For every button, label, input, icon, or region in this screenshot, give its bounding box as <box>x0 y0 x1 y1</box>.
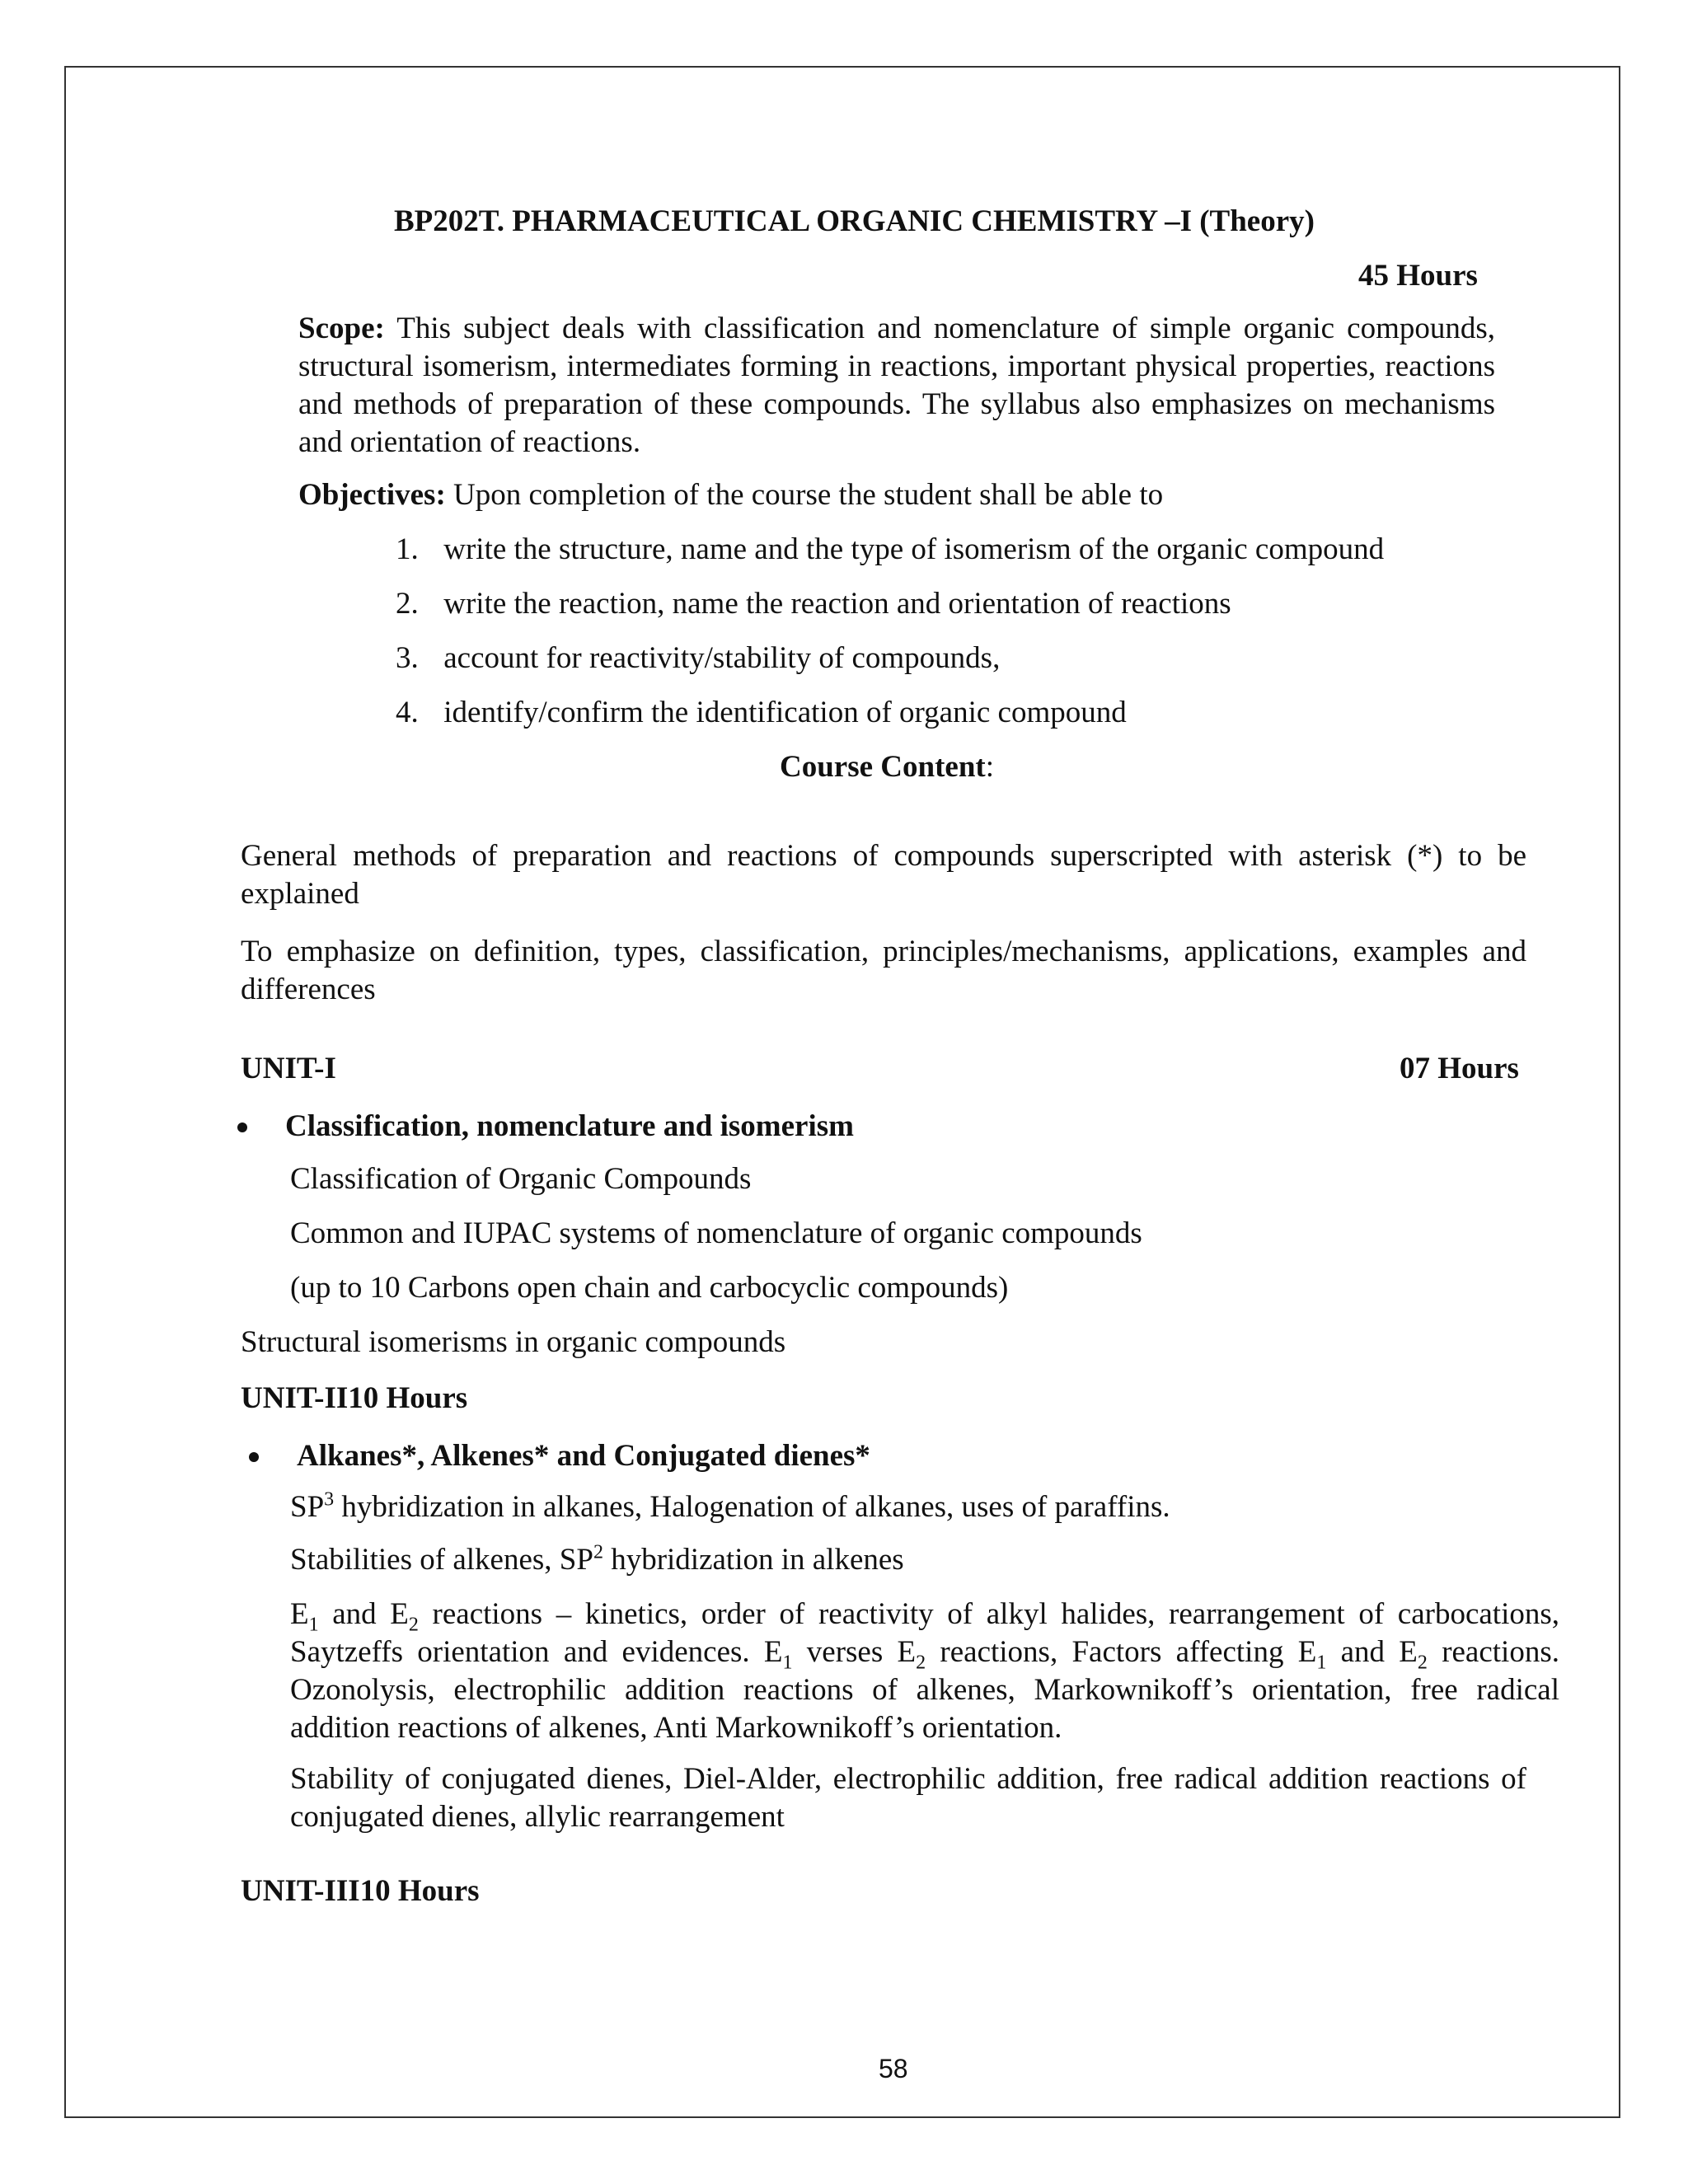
topic-line: Common and IUPAC systems of nomenclature of organic compounds <box>290 1216 1142 1250</box>
objective-text: write the structure, name and the type of isomerism of the organic compound <box>443 532 1385 566</box>
unit-topic: Classification, nomenclature and isomerism <box>285 1109 854 1143</box>
unit-topic: Alkanes*, Alkenes* and Conjugated dienes* <box>297 1439 870 1473</box>
topic-paragraph: $E_1$ and $E_2$ reactions – kinetics, order of reactivity of alkyl halides, rearrangement of carbocations, Saytzeffs orientation and evidences. $E_1$ verses $E_2$ reactions, Factors affecting $E_1$ and $E_2$ reactions. Ozonolysis, electrophilic addition reactions of alkenes, Markownikoff’s orientation, free radical addition reactions of alkenes, Anti Markownikoff’s orientation. <box>290 1597 1559 1745</box>
objectives-line <box>298 476 1163 514</box>
objective-text: account for reactivity/stability of compounds, <box>443 641 1001 675</box>
text-part: hybridization in alkanes, Halogenation of alkanes, uses of paraffins. <box>334 1490 1170 1524</box>
scope-text: This subject deals with classification and nomenclature of simple organic compounds, structural isomerism, intermediates forming in reactions, important physical properties, reactions and methods of preparation of these compounds. The syllabus also emphasizes on mechanisms and orientation of reactions. <box>298 312 1495 459</box>
superscript: 3 <box>324 1488 335 1511</box>
topic-line: Classification of Organic Compounds <box>290 1162 752 1196</box>
objective-text: write the reaction, name the reaction and orientation of reactions <box>443 587 1231 621</box>
scope-label: Scope: <box>298 312 385 345</box>
course-title: BP202T. PHARMACEUTICAL ORGANIC CHEMISTRY –I (Theory) <box>394 204 1315 238</box>
topic-line <box>290 1541 904 1579</box>
topic-paragraph: Stability of conjugated dienes, Diel-Alder, electrophilic addition, free radical addition reactions of conjugated dienes, allylic rearrangement <box>290 1762 1526 1834</box>
topic-line <box>290 1488 1170 1526</box>
course-note: To emphasize on definition, types, classification, principles/mechanisms, applications, examples and differences <box>241 935 1526 1006</box>
bullet-icon <box>249 1452 259 1462</box>
topic-line: Structural isomerisms in organic compounds <box>241 1325 786 1359</box>
objective-item <box>396 585 1231 623</box>
objectives-label: Objectives: <box>298 478 446 512</box>
objective-item <box>396 640 1000 677</box>
text-part: Stabilities of alkenes, SP <box>290 1543 593 1577</box>
objectives-intro: Upon completion of the course the student shall be able to <box>453 478 1164 512</box>
text-part: hybridization in alkenes <box>603 1543 904 1577</box>
objective-number: 4. <box>396 696 419 729</box>
unit-title: UNIT-III10 Hours <box>241 1874 480 1908</box>
course-note: General methods of preparation and reactions of compounds superscripted with asterisk (*) to be explained <box>241 839 1526 911</box>
unit-title: UNIT-I <box>241 1052 336 1085</box>
scope-paragraph <box>298 310 1495 462</box>
objective-number: 2. <box>396 587 419 621</box>
topic-line: (up to 10 Carbons open chain and carbocyclic compounds) <box>290 1271 1009 1305</box>
bullet-icon <box>237 1122 247 1132</box>
course-content-label: Course Content <box>780 750 986 784</box>
course-content-heading <box>780 748 994 786</box>
objective-number: 3. <box>396 641 419 675</box>
page-number: 58 <box>879 2054 908 2083</box>
superscript: 2 <box>593 1541 603 1563</box>
unit-title: UNIT-II10 Hours <box>241 1381 468 1415</box>
course-content-colon: : <box>985 750 995 784</box>
total-hours: 45 Hours <box>1358 259 1478 293</box>
objective-item <box>396 694 1127 732</box>
unit-hours: 07 Hours <box>1400 1052 1519 1085</box>
objective-text: identify/confirm the identification of organic compound <box>443 696 1127 729</box>
text-part: SP <box>290 1490 325 1524</box>
objective-item <box>396 531 1384 569</box>
objective-number: 1. <box>396 532 419 566</box>
